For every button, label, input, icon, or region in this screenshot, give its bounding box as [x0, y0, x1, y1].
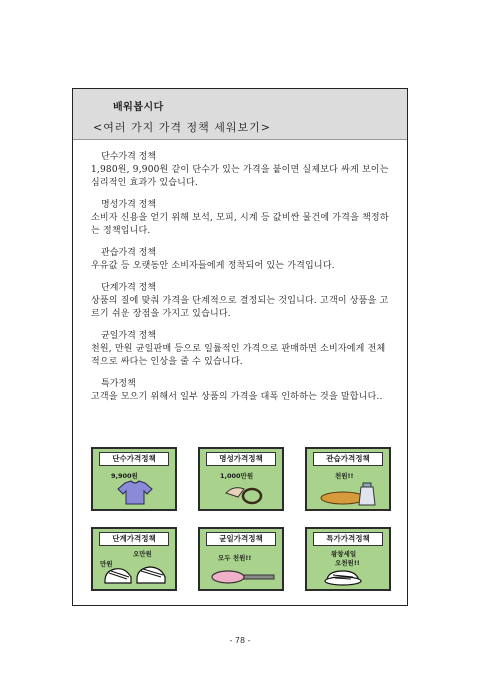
policy-card [198, 447, 284, 511]
item-heading: 단수가격 정책 [101, 152, 157, 162]
card-caption: 오천원!! [335, 559, 360, 567]
item-body: 상품의 질에 맞춰 가격을 단계적으로 결정되는 것입니다. 고객이 상품을 고르기 쉬운 장점을 가지고 있습니다. [91, 296, 389, 319]
item-heading: 단계가격 정책 [101, 283, 157, 293]
lesson-header [73, 89, 407, 140]
bread-milk-icon [315, 479, 385, 507]
item-heading: 명성가격 정책 [101, 200, 157, 210]
list-item [91, 199, 393, 238]
card-title: 단계가격정책 [99, 532, 169, 546]
item-heading: 균일가격 정책 [101, 331, 157, 341]
item-heading: 관습가격 정책 [101, 248, 157, 258]
list-item [91, 151, 393, 190]
card-caption: 모두 천원!! [218, 554, 252, 562]
item-body: 소비자 신용을 얻기 위해 보석, 모피, 시계 등 값비싼 물건에 가격을 책정하는 정책입니다. [91, 213, 389, 236]
section-tag: 배워봅시다 [113, 102, 164, 113]
policy-card [91, 447, 177, 511]
item-heading: 특가정책 [101, 379, 136, 389]
card-title: 특가가격정책 [313, 532, 383, 546]
card-caption: 천원!! [335, 472, 354, 480]
list-item [91, 378, 393, 404]
card-caption: 1,000만원 [220, 472, 254, 480]
list-item [91, 247, 393, 273]
lesson-box [72, 88, 408, 606]
item-body: 1,980원, 9,900원 같이 단수가 있는 가격을 붙이면 실제보다 싸게 보이는 심리적인 효과가 있습니다. [91, 165, 389, 188]
policy-card [198, 527, 284, 591]
policy-card [305, 447, 391, 511]
card-caption: 왕창세일 [331, 550, 357, 558]
card-title: 명성가격정책 [206, 452, 276, 466]
item-body: 천원, 만원 균일판매 등으로 일률적인 가격으로 판매하면 소비자에게 전체적으로 싸다는 인상을 줄 수 있습니다. [91, 344, 386, 367]
policy-list [91, 151, 393, 413]
card-title: 균일가격정책 [206, 532, 276, 546]
list-item [91, 330, 393, 369]
card-title: 단수가격정책 [99, 452, 169, 466]
policy-card [91, 527, 177, 591]
card-title: 관습가격정책 [313, 452, 383, 466]
page-number: - 78 - [229, 636, 251, 645]
card-caption: 9,900원 [111, 472, 138, 480]
card-caption: 오만원 [133, 550, 152, 558]
necklace-icon [220, 481, 266, 507]
frying-pan-icon [208, 567, 278, 587]
section-title: <여러 가지 가격 정책 세워보기> [93, 121, 271, 134]
hat-icon [323, 567, 363, 587]
policy-card [305, 527, 391, 591]
card-caption: 만원 [100, 560, 113, 568]
item-body: 우유값 등 오랫동안 소비자들에게 정착되어 있는 가격입니다. [91, 261, 335, 271]
tshirt-icon [115, 480, 155, 506]
list-item [91, 282, 393, 321]
item-body: 고객을 모으기 위해서 일부 상품의 가격을 대폭 인하하는 것을 말합니다.. [91, 392, 383, 402]
shoes-icon [101, 563, 171, 587]
policy-card-grid [91, 447, 391, 592]
